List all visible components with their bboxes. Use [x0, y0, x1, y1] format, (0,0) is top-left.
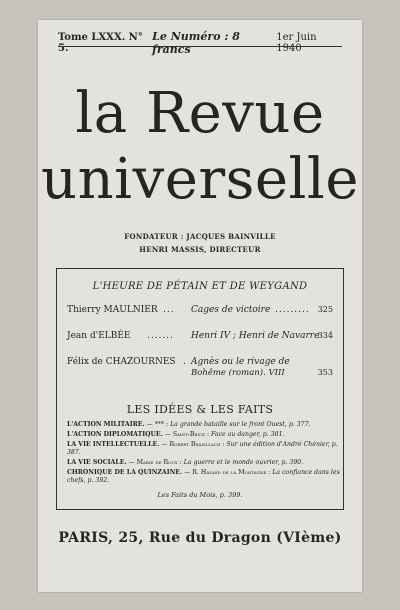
article-leader: ... [163, 305, 175, 315]
article-title: Agnès ou le rivage de [191, 357, 290, 367]
section-text: La confiance dans les chefs, p. 392. [67, 469, 340, 484]
section-rubric: LA VIE INTELLECTUELLE. [67, 441, 160, 448]
section-rubric: LA VIE SOCIALE. [67, 459, 127, 466]
issue-date: 1er Juin 1940 [276, 32, 317, 54]
section-author: — Marie de Roux : [128, 459, 182, 466]
ideas-heading: LES IDÉES & LES FAITS [126, 403, 274, 416]
article-author: Thierry MAULNIER [67, 305, 158, 315]
section-row [67, 441, 347, 457]
section-rubric: L'ACTION DIPLOMATIQUE. [67, 431, 163, 438]
section-text: Face au danger, p. 381. [211, 431, 285, 438]
section-text: Sur une édition d'André Chénier, p. 387. [67, 441, 338, 456]
faits-du-mois: Les Faits du Mois, p. 399. [157, 491, 243, 499]
title-line-1: la Revue [75, 81, 325, 146]
director-line: HENRI MASSIS, DIRECTEUR [139, 245, 261, 254]
section-rubric: L'ACTION MILITAIRE. [67, 421, 145, 428]
magazine-cover [38, 20, 362, 592]
article-page: 334 [317, 331, 333, 340]
article-title: Henri IV ; Henri de Navarre [191, 331, 320, 341]
article-leader-dots: ......... [275, 305, 310, 315]
article-leader: . [183, 357, 187, 367]
section-row [67, 459, 335, 467]
article-page: 353 [317, 368, 333, 377]
founder-line: FONDATEUR : JACQUES BAINVILLE [124, 232, 276, 241]
top-rule [58, 46, 342, 47]
section-text: La guerre et le monde ouvrier, p. 390. [183, 459, 304, 466]
issue-line [58, 30, 342, 56]
issue-price: Le Numéro : 8 francs [152, 30, 240, 56]
article-page: 325 [317, 305, 333, 314]
publisher-address: PARIS, 25, Rue du Dragon (VIème) [58, 530, 342, 546]
section-author: — Robert Brasillach : [161, 441, 225, 448]
article-title-continued: Bohême (roman). VIII [191, 368, 285, 378]
section-rubric: CHRONIQUE DE LA QUINZAINE. [67, 469, 183, 476]
article-author: Félix de CHAZOURNES [67, 357, 176, 367]
article-leader: ....... [147, 331, 175, 341]
title-line-2: universelle [41, 147, 359, 212]
section-text: La grande bataille sur le front Ouest, p. 377. [170, 421, 311, 428]
section-row [67, 431, 335, 439]
article-author: Jean d'ELBÉE [67, 331, 131, 341]
section-row [67, 421, 335, 429]
issue-number: Tome LXXX. N° 5. [58, 32, 143, 54]
section-author: — R. Havard de la Montagne : [184, 469, 271, 476]
contents-box [56, 268, 344, 510]
article-title: Cages de victoire [191, 305, 271, 315]
article-3 [67, 357, 333, 381]
contents-heading: L'HEURE DE PÉTAIN ET DE WEYGAND [92, 281, 308, 292]
section-author: — *** : [146, 421, 169, 428]
section-author: — Saint-Brice : [164, 431, 210, 438]
section-row [67, 469, 347, 485]
